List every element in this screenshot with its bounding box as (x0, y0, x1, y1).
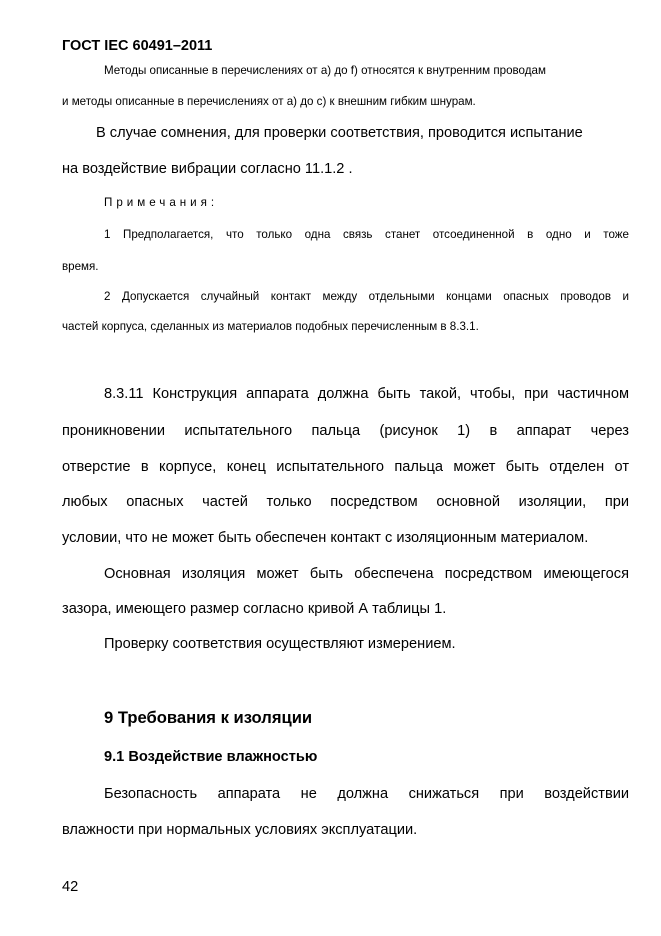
clause-8-3-11-line-8: Проверку соответствия осуществляют измерением. (104, 636, 456, 652)
note-2-line-1: 2 Допускается случайный контакт между отдельными концами опасных проводов и (104, 290, 629, 303)
clause-8-3-11-line-4: любых опасных частей только посредством основной изоляции, при (62, 494, 629, 510)
clause-8-3-11-line-2: проникновении испытательного пальца (рисунок 1) в аппарат через (62, 423, 629, 439)
note-1-line-1: 1 Предполагается, что только одна связь станет отсоединенной в одно и тоже (104, 228, 629, 241)
section-9-1-line-2: влажности при нормальных условиях эксплуатации. (62, 822, 418, 838)
clause-8-3-11-line-6: Основная изоляция может быть обеспечена посредством имеющегося (104, 566, 629, 582)
intro-line-2: и методы описанные в перечислениях от а) до с) к внешним гибким шнурам. (62, 95, 476, 108)
intro-line-1: Методы описанные в перечислениях от а) до f) относятся к внутренним проводам (104, 64, 546, 77)
section-9-1-line-1: Безопасность аппарата не должна снижаться при воздействии (104, 786, 629, 802)
section-9-title: 9 Требования к изоляции (104, 708, 313, 727)
doubt-line-2: на воздействие вибрации согласно 11.1.2 . (62, 161, 353, 177)
standard-header: ГОСТ IEC 60491–2011 (62, 38, 213, 54)
notes-title: Примечания: (104, 196, 219, 209)
doubt-line-1: В случае сомнения, для проверки соответствия, проводится испытание (96, 125, 583, 141)
section-9-1-title: 9.1 Воздействие влажностью (104, 749, 318, 765)
clause-8-3-11-line-5: условии, что не может быть обеспечен контакт с изоляционным материалом. (62, 530, 589, 546)
clause-8-3-11-line-7: зазора, имеющего размер согласно кривой А таблицы 1. (62, 601, 447, 617)
clause-8-3-11-line-3: отверстие в корпусе, конец испытательного пальца может быть отделен от (62, 459, 629, 475)
page-number: 42 (62, 879, 79, 895)
note-2-line-2: частей корпуса, сделанных из материалов подобных перечисленным в 8.3.1. (62, 320, 479, 333)
note-1-line-2: время. (62, 260, 99, 273)
clause-8-3-11-line-1: 8.3.11 Конструкция аппарата должна быть такой, чтобы, при частичном (104, 386, 629, 402)
